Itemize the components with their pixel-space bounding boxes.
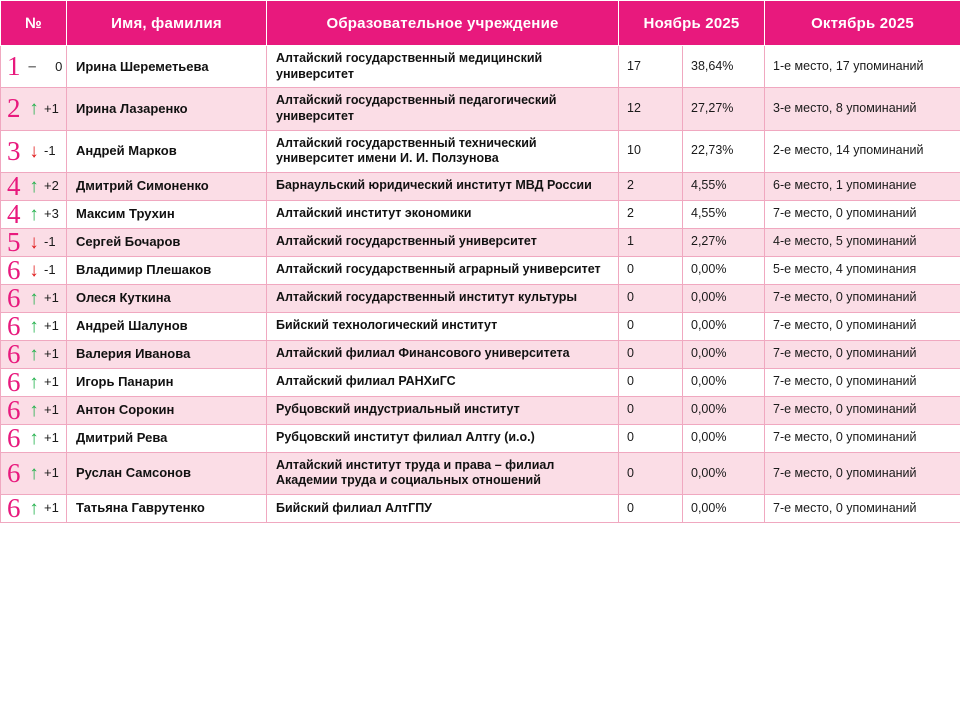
cell-organization: Алтайский филиал РАНХиГС <box>267 368 619 396</box>
cell-november-count: 0 <box>619 340 683 368</box>
table-row <box>1 312 960 340</box>
cell-november-count: 12 <box>619 88 683 130</box>
rank-value: 2 <box>7 93 21 124</box>
rank-delta: +1 <box>44 318 59 334</box>
cell-october-summary: 3-е место, 8 упоминаний <box>765 88 960 130</box>
cell-rank <box>1 130 67 172</box>
arrow-up-icon: ↑ <box>29 287 39 309</box>
cell-person-name: Сергей Бочаров <box>67 228 267 256</box>
rank-delta: +1 <box>44 346 59 362</box>
column-header-name: Имя, фамилия <box>67 1 267 46</box>
rank-delta: +1 <box>44 100 59 116</box>
cell-november-percent: 4,55% <box>683 200 765 228</box>
cell-rank <box>1 200 67 228</box>
cell-rank <box>1 172 67 200</box>
cell-november-count: 0 <box>619 284 683 312</box>
cell-november-count: 0 <box>619 452 683 494</box>
rank-delta: -1 <box>44 143 56 158</box>
cell-organization: Бийский технологический институт <box>267 312 619 340</box>
cell-person-name: Владимир Плешаков <box>67 256 267 284</box>
arrow-down-icon: ↓ <box>29 259 39 281</box>
cell-organization: Алтайский государственный аграрный университет <box>267 256 619 284</box>
rank-value: 6 <box>7 254 21 285</box>
arrow-down-icon: ↓ <box>29 231 39 253</box>
table-row <box>1 424 960 452</box>
rank-delta: +1 <box>44 465 59 481</box>
table-row <box>1 228 960 256</box>
table-row <box>1 200 960 228</box>
column-header-number: № <box>1 1 67 46</box>
cell-rank <box>1 228 67 256</box>
cell-person-name: Дмитрий Симоненко <box>67 172 267 200</box>
cell-november-count: 0 <box>619 495 683 523</box>
cell-october-summary: 7-е место, 0 упоминаний <box>765 452 960 494</box>
table-header-row <box>1 1 960 46</box>
rank-value: 6 <box>7 366 21 397</box>
cell-november-percent: 0,00% <box>683 368 765 396</box>
table-row <box>1 88 960 130</box>
cell-organization: Алтайский филиал Финансового университета <box>267 340 619 368</box>
cell-october-summary: 2-е место, 14 упоминаний <box>765 130 960 172</box>
arrow-up-icon: ↑ <box>29 175 39 197</box>
rank-delta: -1 <box>44 262 56 278</box>
cell-november-count: 0 <box>619 312 683 340</box>
cell-person-name: Андрей Шалунов <box>67 312 267 340</box>
cell-organization: Алтайский государственный медицинский университет <box>267 46 619 88</box>
cell-organization: Алтайский государственный университет <box>267 228 619 256</box>
cell-october-summary: 5-е место, 4 упоминания <box>765 256 960 284</box>
rank-value: 6 <box>7 282 21 313</box>
rank-value: 4 <box>7 198 21 229</box>
cell-rank <box>1 452 67 494</box>
cell-october-summary: 7-е место, 0 упоминаний <box>765 340 960 368</box>
rank-delta: +1 <box>44 430 59 446</box>
cell-person-name: Олеся Куткина <box>67 284 267 312</box>
cell-october-summary: 1-е место, 17 упоминаний <box>765 46 960 88</box>
cell-november-percent: 0,00% <box>683 312 765 340</box>
column-header-november: Ноябрь 2025 <box>619 1 765 46</box>
arrow-flat-icon: – <box>28 58 37 76</box>
table-body <box>1 46 960 523</box>
table-row <box>1 396 960 424</box>
cell-person-name: Антон Сорокин <box>67 396 267 424</box>
rank-value: 6 <box>7 310 21 341</box>
table-row <box>1 256 960 284</box>
cell-rank <box>1 340 67 368</box>
cell-october-summary: 7-е место, 0 упоминаний <box>765 312 960 340</box>
cell-person-name: Ирина Лазаренко <box>67 88 267 130</box>
cell-november-percent: 0,00% <box>683 452 765 494</box>
rank-delta: -1 <box>44 234 56 250</box>
table-header <box>1 1 960 46</box>
column-header-october: Октябрь 2025 <box>765 1 960 46</box>
table-row <box>1 368 960 396</box>
rank-value: 6 <box>7 493 21 523</box>
cell-november-percent: 38,64% <box>683 46 765 88</box>
cell-rank <box>1 256 67 284</box>
arrow-up-icon: ↑ <box>29 427 39 449</box>
cell-organization: Рубцовский индустриальный институт <box>267 396 619 424</box>
rank-delta: +3 <box>44 206 59 222</box>
rank-value: 6 <box>7 457 21 488</box>
rank-value: 5 <box>7 226 21 257</box>
arrow-up-icon: ↑ <box>29 315 39 337</box>
cell-person-name: Игорь Панарин <box>67 368 267 396</box>
arrow-up-icon: ↑ <box>29 203 39 225</box>
cell-rank <box>1 88 67 130</box>
cell-person-name: Руслан Самсонов <box>67 452 267 494</box>
table-row <box>1 284 960 312</box>
cell-person-name: Ирина Шереметьева <box>67 46 267 88</box>
arrow-up-icon: ↑ <box>29 343 39 365</box>
rank-delta: 0 <box>55 58 63 74</box>
column-header-organization: Образовательное учреждение <box>267 1 619 46</box>
cell-organization: Алтайский институт экономики <box>267 200 619 228</box>
cell-november-percent: 4,55% <box>683 172 765 200</box>
rank-value: 3 <box>7 135 21 166</box>
table-row <box>1 130 960 172</box>
rank-delta: +2 <box>44 178 59 194</box>
cell-organization: Барнаульский юридический институт МВД России <box>267 172 619 200</box>
cell-rank <box>1 312 67 340</box>
cell-rank <box>1 396 67 424</box>
table-row <box>1 495 960 523</box>
arrow-up-icon: ↑ <box>29 462 39 484</box>
rank-delta: +1 <box>44 290 59 306</box>
cell-october-summary: 4-е место, 5 упоминаний <box>765 228 960 256</box>
cell-organization: Бийский филиал АлтГПУ <box>267 495 619 523</box>
cell-person-name: Татьяна Гаврутенко <box>67 495 267 523</box>
cell-person-name: Валерия Иванова <box>67 340 267 368</box>
cell-rank <box>1 46 67 88</box>
cell-november-count: 17 <box>619 46 683 88</box>
rank-value: 6 <box>7 338 21 369</box>
cell-november-percent: 0,00% <box>683 284 765 312</box>
cell-rank <box>1 424 67 452</box>
rank-delta: +1 <box>44 374 59 390</box>
cell-october-summary: 7-е место, 0 упоминаний <box>765 200 960 228</box>
rank-delta: +1 <box>44 500 59 516</box>
table-row <box>1 452 960 494</box>
cell-november-count: 10 <box>619 130 683 172</box>
cell-november-percent: 27,27% <box>683 88 765 130</box>
cell-october-summary: 6-е место, 1 упоминание <box>765 172 960 200</box>
cell-october-summary: 7-е место, 0 упоминаний <box>765 396 960 424</box>
cell-rank <box>1 495 67 523</box>
cell-october-summary: 7-е место, 0 упоминаний <box>765 424 960 452</box>
cell-person-name: Дмитрий Рева <box>67 424 267 452</box>
cell-november-percent: 0,00% <box>683 396 765 424</box>
cell-rank <box>1 368 67 396</box>
rank-delta: +1 <box>44 402 59 418</box>
cell-november-count: 0 <box>619 368 683 396</box>
cell-november-percent: 22,73% <box>683 130 765 172</box>
arrow-up-icon: ↑ <box>29 399 39 421</box>
table-row <box>1 46 960 88</box>
cell-october-summary: 7-е место, 0 упоминаний <box>765 284 960 312</box>
rank-value: 4 <box>7 170 21 201</box>
cell-october-summary: 7-е место, 0 упоминаний <box>765 495 960 523</box>
arrow-up-icon: ↑ <box>29 371 39 393</box>
cell-organization: Алтайский государственный педагогический университет <box>267 88 619 130</box>
cell-november-count: 0 <box>619 424 683 452</box>
table-row <box>1 340 960 368</box>
cell-november-count: 0 <box>619 396 683 424</box>
cell-november-percent: 2,27% <box>683 228 765 256</box>
rank-value: 6 <box>7 422 21 453</box>
cell-organization: Алтайский государственный институт культуры <box>267 284 619 312</box>
cell-rank <box>1 284 67 312</box>
rank-value: 1 <box>7 51 21 82</box>
cell-october-summary: 7-е место, 0 упоминаний <box>765 368 960 396</box>
arrow-up-icon: ↑ <box>29 498 39 519</box>
rank-value: 6 <box>7 394 21 425</box>
cell-organization: Алтайский государственный технический университет имени И. И. Ползунова <box>267 130 619 172</box>
table-row <box>1 172 960 200</box>
arrow-down-icon: ↓ <box>29 140 39 162</box>
cell-organization: Рубцовский институт филиал Алтгу (и.о.) <box>267 424 619 452</box>
cell-november-percent: 0,00% <box>683 256 765 284</box>
cell-november-percent: 0,00% <box>683 340 765 368</box>
cell-person-name: Максим Трухин <box>67 200 267 228</box>
cell-november-percent: 0,00% <box>683 495 765 523</box>
cell-november-count: 1 <box>619 228 683 256</box>
cell-november-count: 2 <box>619 200 683 228</box>
cell-november-percent: 0,00% <box>683 424 765 452</box>
cell-november-count: 2 <box>619 172 683 200</box>
cell-november-count: 0 <box>619 256 683 284</box>
arrow-up-icon: ↑ <box>29 98 39 120</box>
cell-person-name: Андрей Марков <box>67 130 267 172</box>
cell-organization: Алтайский институт труда и права – филиал Академии труда и социальных отношений <box>267 452 619 494</box>
